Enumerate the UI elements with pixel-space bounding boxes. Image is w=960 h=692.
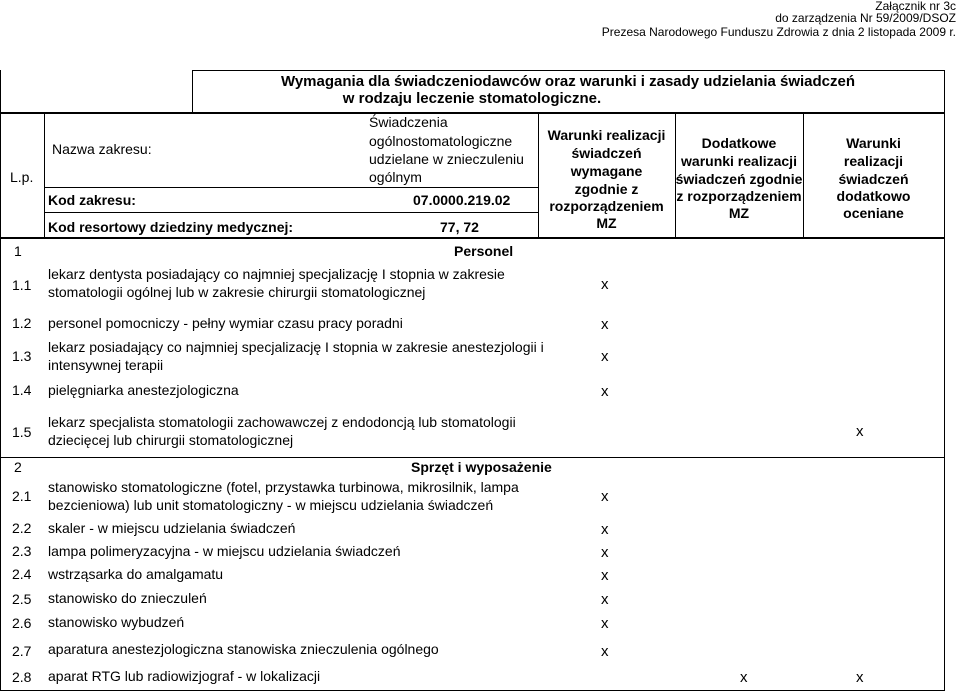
section-number: 2: [14, 459, 22, 475]
col-mz-header-3: wymagane: [570, 163, 643, 179]
mark-mz: x: [601, 544, 609, 561]
row-number: 2.8: [12, 669, 32, 685]
col-mz-header-2: świadczeń: [571, 145, 642, 161]
section-title-sprzet: Sprzęt i wyposażenie: [411, 459, 552, 475]
grid-line: [44, 187, 538, 188]
row-number: 2.4: [12, 566, 32, 582]
grid-line: [192, 70, 944, 71]
row-description-line: bezcieniowa) lub unit stomatologiczny - w miejscu udzielania świadczeń: [48, 497, 494, 513]
row-number: 2.5: [12, 591, 32, 607]
row-description-line: lekarz dentysta posiadający co najmniej specjalizację I stopnia w zakresie: [48, 266, 505, 282]
col-dodatkowe-header-1: Dodatkowe: [701, 135, 777, 151]
grid-line: [944, 70, 945, 691]
col-oceniane-header-2: realizacji: [843, 153, 904, 169]
nazwa-zakresu-value-4: ogólnym: [369, 169, 422, 185]
row-number: 2.1: [12, 488, 32, 504]
row-description-line: intensywnej terapii: [48, 357, 164, 373]
mark-mz: x: [601, 383, 609, 400]
col-dodatkowe-header-3: świadczeń zgodnie: [675, 171, 803, 187]
mark-mz: x: [601, 521, 609, 538]
section-number: 1: [14, 243, 22, 259]
grid-line: [44, 113, 45, 238]
nazwa-zakresu-value-2: ogólnostomatologiczne: [369, 133, 513, 149]
mark-mz: x: [601, 591, 609, 608]
row-number: 1.3: [12, 348, 32, 364]
row-description-line: aparatura anestezjologiczna stanowiska znieczulenia ogólnego: [48, 641, 439, 657]
col-oceniane-header-3: świadczeń: [838, 171, 909, 187]
grid-line: [0, 690, 944, 691]
mark-oceniane: x: [856, 669, 864, 686]
row-number: 1.4: [12, 382, 32, 398]
row-description-line: lampa polimeryzacyjna - w miejscu udzielania świadczeń: [48, 543, 401, 559]
row-description-line: pielęgniarka anestezjologiczna: [48, 382, 239, 398]
annex-order-ref: do zarządzenia Nr 59/2009/DSOZ: [775, 11, 956, 25]
annex-issuer: Prezesa Narodowego Funduszu Zdrowia z dnia 2 listopada 2009 r.: [601, 25, 956, 39]
col-dodatkowe-header-5: MZ: [728, 205, 750, 221]
col-oceniane-header-4: dodatkowo: [836, 188, 911, 204]
row-description-line: dziecięcej lub chirurgii stomatologicznej: [48, 432, 294, 448]
col-mz-header-1: Warunki realizacji: [547, 127, 666, 143]
row-description-line: stomatologii ogólnej lub w zakresie chirurgii stomatologicznej: [48, 284, 426, 300]
mark-mz: x: [740, 669, 748, 686]
row-number: 2.3: [12, 543, 32, 559]
row-description-line: aparat RTG lub radiowizjograf - w lokalizacji: [48, 668, 321, 684]
mark-mz: x: [601, 488, 609, 505]
table-title-line1: Wymagania dla świadczeniodawców oraz warunki i zasady udzielania świadczeń: [280, 73, 856, 90]
nazwa-zakresu-label: Nazwa zakresu:: [52, 141, 152, 157]
col-mz-header-4: zgodnie z: [574, 181, 639, 197]
mark-mz: x: [601, 643, 609, 660]
mark-mz: x: [601, 316, 609, 333]
row-description-line: personel pomocniczy - pełny wymiar czasu pracy poradni: [48, 315, 403, 331]
row-number: 2.6: [12, 615, 32, 631]
mark-mz: x: [601, 348, 609, 365]
row-description-line: lekarz posiadający co najmniej specjalizację I stopnia w zakresie anestezjologii i: [48, 339, 544, 355]
col-dodatkowe-header-4: z rozporządzeniem: [676, 188, 802, 204]
section-title-personel: Personel: [454, 243, 514, 259]
nazwa-zakresu-value-1: Świadczenia: [369, 114, 448, 130]
kod-resortowy-label: Kod resortowy dziedziny medycznej:: [48, 219, 294, 235]
row-description-line: lekarz specjalista stomatologii zachowawczej z endodoncją lub stomatologii: [48, 414, 516, 430]
annex-title: Załącznik nr 3c: [875, 0, 956, 13]
row-description-line: skaler - w miejscu udzielania świadczeń: [48, 520, 296, 536]
row-description-line: stanowisko stomatologiczne (fotel, przystawka turbinowa, mikrosilnik, lampa: [48, 479, 519, 495]
kod-zakresu-label: Kod zakresu:: [48, 192, 136, 208]
row-description-line: wstrząsarka do amalgamatu: [48, 566, 224, 582]
row-description-line: stanowisko wybudzeń: [48, 614, 185, 630]
row-number: 2.7: [12, 643, 32, 659]
kod-resortowy-value: 77, 72: [440, 219, 479, 235]
row-number: 1.5: [12, 424, 32, 440]
kod-zakresu-value: 07.0000.219.02: [413, 192, 511, 208]
mark-mz: x: [601, 567, 609, 584]
grid-line: [0, 70, 1, 691]
col-mz-header-5: rozporządzeniem: [549, 198, 664, 214]
col-dodatkowe-header-2: warunki realizacji: [681, 153, 797, 169]
col-oceniane-header-5: oceniane: [843, 205, 904, 221]
col-mz-header-6: MZ: [596, 215, 617, 231]
row-number: 2.2: [12, 520, 32, 536]
row-number: 1.2: [12, 315, 32, 331]
mark-mz: x: [601, 615, 609, 632]
mark-oceniane: x: [856, 423, 864, 440]
col-oceniane-header-1: Warunki: [846, 135, 901, 151]
grid-line: [44, 212, 538, 213]
mark-mz: x: [601, 276, 609, 293]
table-title-line2: w rodzaju leczenie stomatologiczne.: [342, 90, 602, 107]
nazwa-zakresu-value-3: udzielane w znieczuleniu: [369, 151, 524, 167]
row-description-line: stanowisko do znieczuleń: [48, 590, 207, 606]
lp-header: L.p.: [10, 169, 34, 185]
row-number: 1.1: [12, 277, 32, 293]
